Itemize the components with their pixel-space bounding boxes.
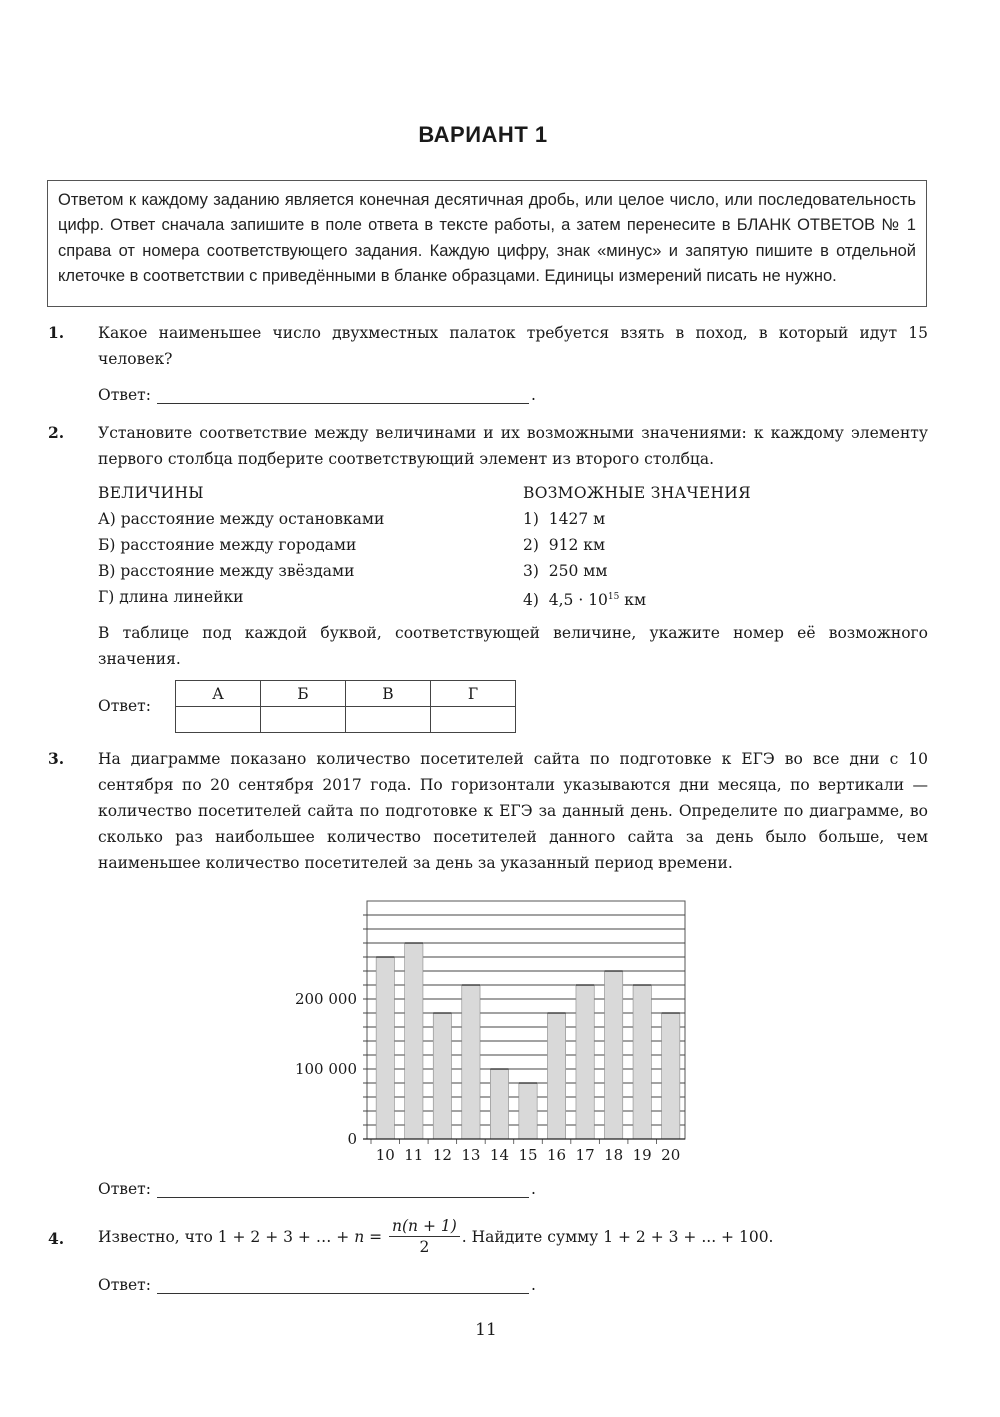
- task-3-answer: Ответ: .: [98, 1180, 536, 1198]
- y-tick-label: 200 000: [294, 990, 357, 1008]
- answer-table-header-row: [176, 681, 516, 707]
- answer-field[interactable]: [157, 1279, 529, 1294]
- quantities-column: [98, 480, 384, 610]
- answer-label: Ответ:: [98, 1180, 151, 1198]
- x-tick-label: 11: [404, 1146, 424, 1164]
- quantity-item: В) расстояние между звёздами: [98, 562, 355, 580]
- variant-title: ВАРИАНТ 1: [418, 122, 548, 147]
- value-item: 2) 912 км: [523, 536, 606, 554]
- bar-day-12: [433, 1013, 451, 1139]
- answer-cell[interactable]: [431, 707, 516, 733]
- answer-cell[interactable]: [176, 707, 261, 733]
- quantity-item: Б) расстояние между городами: [98, 536, 357, 554]
- bar-chart-svg: [280, 895, 700, 1175]
- answer-table-values-row: [176, 707, 516, 733]
- instructions-box: Ответом к каждому заданию является конечная десятичная дробь, или целое число, или последовательность цифр. Ответ сначала запишите в поле ответа в тексте работы, а затем перенесите в БЛАНК ОТВЕТОВ № 1 справа от номера соответствующего задания. Каждую цифру, знак «минус» и запятую пишите в отдельной клеточке в соответствии с приведёнными в бланке образцами. Единицы измерений писать не нужно.: [47, 180, 927, 307]
- task-number: 4.: [48, 1229, 65, 1248]
- answer-cell[interactable]: [346, 707, 431, 733]
- bar-day-20: [662, 1013, 680, 1139]
- bar-day-16: [547, 1013, 565, 1139]
- y-tick-label: 0: [347, 1130, 357, 1148]
- value-item: 4) $4,5 \cdot 10^{15}$ км: [523, 591, 647, 610]
- task-number: 2.: [48, 423, 65, 442]
- answer-table-header: А: [176, 681, 261, 707]
- task-3: [48, 746, 928, 876]
- task-4: [48, 1216, 928, 1257]
- task-text: На диаграмме показано количество посетителей сайта по подготовке к ЕГЭ во все дни с 10 сентября по 20 сентября 2017 года. По горизонтали указываются дни месяца, по вертикали — количество посетителей сайта по подготовке к ЕГЭ за данный день. Определите по диаграмме, во сколько раз наибольшее количество посетителей данного сайта за день было больше, чем наименьшее количество посетителей за день за указанный период времени.: [98, 750, 928, 872]
- x-tick-label: 13: [461, 1146, 481, 1164]
- x-tick-label: 20: [661, 1146, 681, 1164]
- task-number: 1.: [48, 323, 65, 342]
- answer-field[interactable]: [157, 389, 529, 404]
- bar-day-18: [605, 971, 623, 1139]
- y-tick-label: 100 000: [294, 1060, 357, 1078]
- bar-day-13: [462, 985, 480, 1139]
- x-tick-label: 14: [489, 1146, 510, 1164]
- task-text: Установите соответствие между величинами и их возможными значениями: к каждому элементу первого столбца подберите соответствующий элемент из второго столбца.: [98, 424, 928, 468]
- task-1: [48, 320, 928, 372]
- answer-table-header: В: [346, 681, 431, 707]
- visitors-bar-chart: [280, 895, 700, 1175]
- value-item: 3) 250 мм: [523, 562, 608, 580]
- answer-table-header: Б: [261, 681, 346, 707]
- task-text: Известно, что 1 + 2 + 3 + … + n = $\frac{n(n + 1)}{2}$ . Найдите сумму 1 + 2 + 3 + ... + 100.: [98, 1217, 774, 1256]
- answer-table-header: Г: [431, 681, 516, 707]
- task-2: [48, 420, 928, 472]
- answer-label: Ответ:: [98, 1276, 151, 1294]
- x-tick-label: 15: [518, 1146, 538, 1164]
- answer-cell[interactable]: [261, 707, 346, 733]
- bar-day-14: [490, 1069, 508, 1139]
- bar-day-17: [576, 985, 594, 1139]
- task-1-answer: Ответ: .: [98, 386, 536, 404]
- task-number: 3.: [48, 749, 65, 768]
- values-column: [523, 480, 751, 613]
- quantity-item: Г) длина линейки: [98, 588, 244, 606]
- bar-day-10: [376, 957, 394, 1139]
- x-tick-label: 18: [604, 1146, 624, 1164]
- quantity-item: А) расстояние между остановками: [98, 510, 385, 528]
- sum-formula: $\frac{n(n + 1)}{2}$: [389, 1216, 460, 1257]
- value-item: 1) 1427 м: [523, 510, 606, 528]
- task-4-answer: Ответ: .: [98, 1276, 536, 1294]
- page-number: 11: [475, 1320, 497, 1340]
- bar-day-15: [519, 1083, 537, 1139]
- task-text: Какое наименьшее число двухместных палаток требуется взять в поход, в который идут 15 человек?: [98, 324, 928, 368]
- answer-field[interactable]: [157, 1183, 529, 1198]
- quantities-header: ВЕЛИЧИНЫ: [98, 484, 204, 502]
- x-tick-label: 16: [546, 1146, 567, 1164]
- values-header: ВОЗМОЖНЫЕ ЗНАЧЕНИЯ: [523, 484, 751, 502]
- x-tick-label: 10: [375, 1146, 395, 1164]
- x-tick-label: 17: [575, 1146, 595, 1164]
- bar-day-11: [405, 943, 423, 1139]
- answer-table: [175, 680, 516, 733]
- task-2-table-instruction: В таблице под каждой буквой, соответствующей величине, укажите номер её возможного значения.: [98, 624, 928, 668]
- answer-label: Ответ:: [98, 697, 151, 715]
- x-tick-label: 12: [432, 1146, 452, 1164]
- x-tick-label: 19: [632, 1146, 652, 1164]
- bar-day-19: [633, 985, 651, 1139]
- answer-label: Ответ:: [98, 386, 151, 404]
